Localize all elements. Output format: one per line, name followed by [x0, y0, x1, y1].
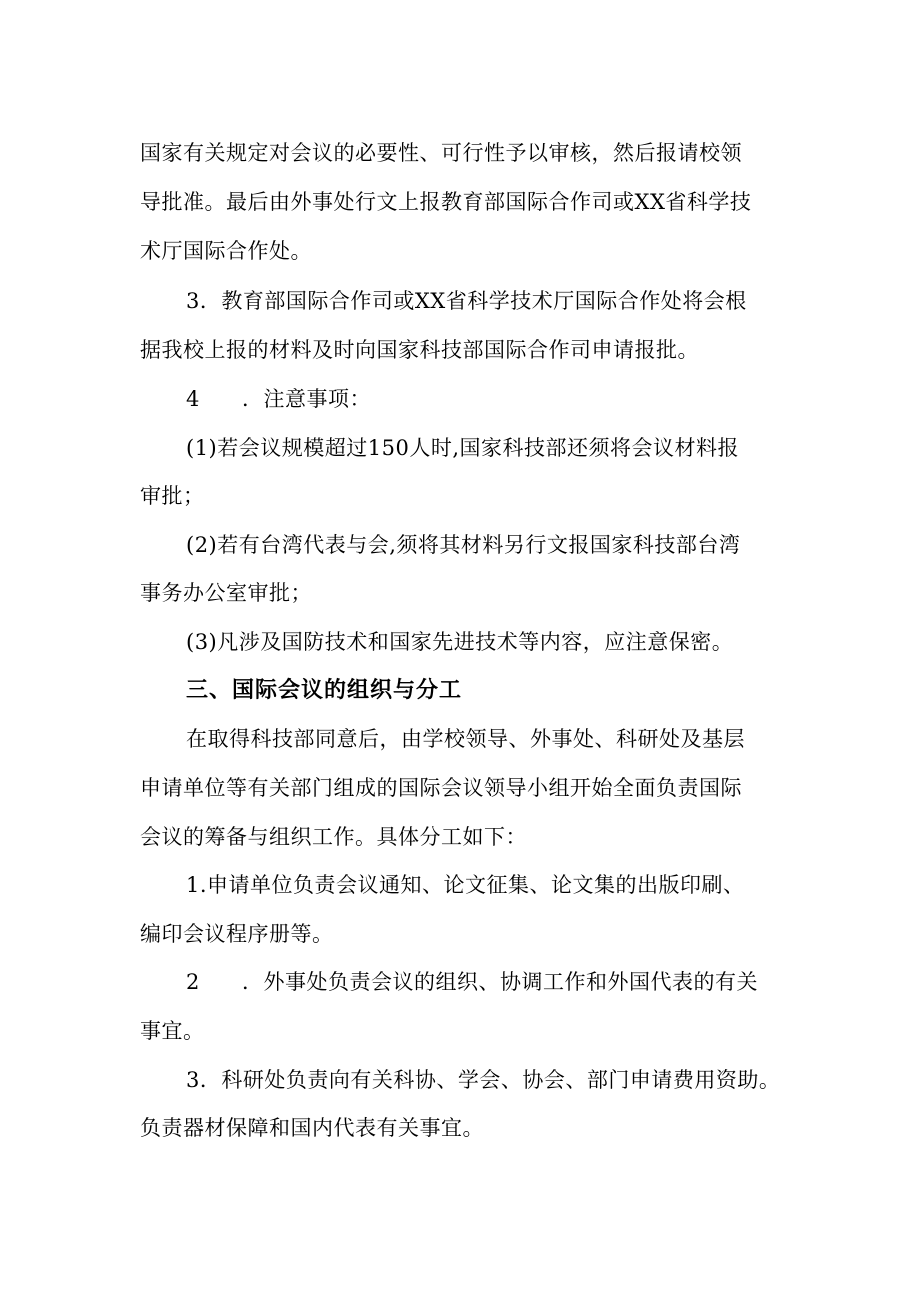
list-item-line: 1.申请单位负责会议通知、论文征集、论文集的出版印刷、 [186, 873, 745, 897]
list-item-line [186, 967, 846, 997]
list-item-text: ．外事处负责会议的组织、协调工作和外国代表的有关 [242, 970, 758, 994]
paragraph-line: 导批准。最后由外事处行文上报教育部国际合作司或XX省科学技 [140, 190, 752, 214]
list-item-line: 3．教育部国际合作司或XX省科学技术厅国际合作处将会根 [186, 289, 747, 313]
sub-item-line: 审批； [140, 484, 205, 508]
sub-item-line: (2)若有台湾代表与会,须将其材料另行文报国家科技部台湾 [186, 533, 741, 557]
list-item-line: 事宜。 [140, 1019, 205, 1043]
paragraph-line: 在取得科技部同意后，由学校领导、外事处、科研处及基层 [186, 727, 745, 751]
paragraph-line: 会议的筹备与组织工作。具体分工如下： [140, 825, 527, 849]
paragraph-line: 申请单位等有关部门组成的国际会议领导小组开始全面负责国际 [140, 776, 742, 800]
paragraph-line: 国家有关规定对会议的必要性、可行性予以审核，然后报请校领 [140, 141, 742, 165]
sub-item-line: (3)凡涉及国防技术和国家先进技术等内容，应注意保密。 [186, 630, 734, 654]
list-item-line: 3．科研处负责向有关科协、学会、协会、部门申请费用资助。 [186, 1068, 781, 1092]
paragraph-line: 术厅国际合作处。 [140, 239, 312, 263]
list-item-number: 2 [186, 970, 200, 994]
list-item-heading [186, 384, 846, 414]
list-item-line: 编印会议程序册等。 [140, 922, 334, 946]
list-item-line: 负责器材保障和国内代表有关事宜。 [140, 1116, 484, 1140]
list-item-line: 据我校上报的材料及时向国家科技部国际合作司申请报批。 [140, 338, 699, 362]
section-heading: 三、国际会议的组织与分工 [186, 678, 463, 703]
list-item-text: ．注意事项： [242, 387, 371, 411]
sub-item-line: 事务办公室审批； [140, 581, 312, 605]
list-item-number: 4 [186, 387, 200, 411]
sub-item-line: (1)若会议规模超过150人时,国家科技部还须将会议材料报 [186, 436, 740, 460]
